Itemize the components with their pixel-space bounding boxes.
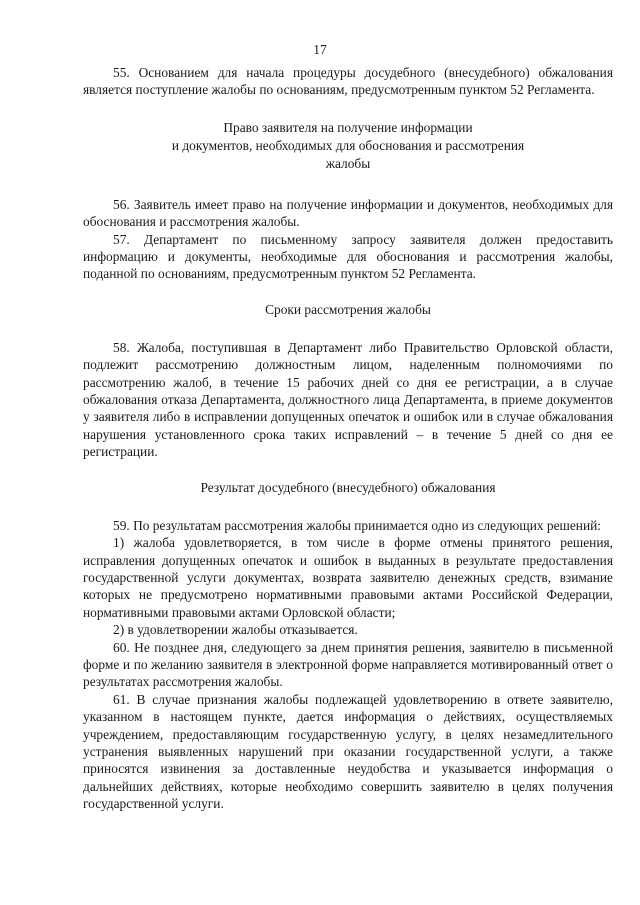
page-number: 17 [313, 42, 327, 57]
heading-line: Сроки рассмотрения жалобы [265, 301, 431, 317]
heading-line: Право заявителя на получение информации [223, 119, 473, 135]
paragraph-57: 57. Департамент по письменному запросу заявителя должен предоставить информацию и документы, необходимые для обоснования и рассмотрения жалобы, поданной по основаниям, предусмотренным пунктом 52 Регламента. [83, 231, 613, 282]
paragraph-61: 61. В случае признания жалобы подлежащей удовлетворению в ответе заявителю, указанном в настоящем пункте, дается информация о действиях, осуществляемых учреждением, предоставляющим государственную услугу, в целях незамедлительного устранения выявленных нарушений при оказании государственной услуги, а также приносятся извинения за доставленные неудобства и указывается информация о дальнейших действиях, которые необходимо совершить заявителю в целях получения государственной услуги. [83, 691, 613, 812]
section-heading-appeal-result [83, 479, 613, 497]
paragraph-56: 56. Заявитель имеет право на получение информации и документов, необходимых для обоснования и рассмотрения жалобы. [83, 196, 613, 230]
list-item-1: 1) жалоба удовлетворяется, в том числе в форме отмены принятого решения, исправления допущенных опечаток и ошибок в выданных в результате предоставления государственной услуги документах, возврата заявителю денежных средств, взимание которых не предусмотрено нормативными правовыми актами Российской Федерации, нормативными правовыми актами Орловской области; [83, 535, 613, 620]
section-heading-right-to-information [83, 119, 613, 173]
section-heading-review-terms [83, 301, 613, 319]
paragraph-60: 60. Не позднее дня, следующего за днем принятия решения, заявителю в письменной форме и по желанию заявителя в электронной форме направляется мотивированный ответ о результатах рассмотрения жалобы. [83, 639, 613, 690]
heading-line: жалобы [325, 155, 371, 171]
paragraph-59: 59. По результатам рассмотрения жалобы принимается одно из следующих решений: [113, 517, 602, 533]
heading-line: и документов, необходимых для обоснования и рассмотрения [171, 137, 525, 153]
paragraph-55: 55. Основанием для начала процедуры досудебного (внесудебного) обжалования является поступление жалобы по основаниям, предусмотренным пунктом 52 Регламента. [83, 65, 613, 98]
document-body [83, 64, 613, 813]
list-item-2: 2) в удовлетворении жалобы отказывается. [113, 622, 358, 638]
paragraph-58: 58. Жалоба, поступившая в Департамент либо Правительство Орловской области, подлежит рассмотрению должностным лицом, наделенным полномочиями по рассмотрению жалоб, в течение 15 рабочих дней со дня ее регистрации, а в случае обжалования отказа Департамента, должностного лица Департамента, в приеме документов у заявителя либо в исправлении допущенных опечаток и ошибок или в случае обжалования нарушения установленного срока таких исправлений – в течение 5 дней со дня ее регистрации. [83, 339, 613, 460]
heading-line: Результат досудебного (внесудебного) обжалования [200, 479, 496, 495]
